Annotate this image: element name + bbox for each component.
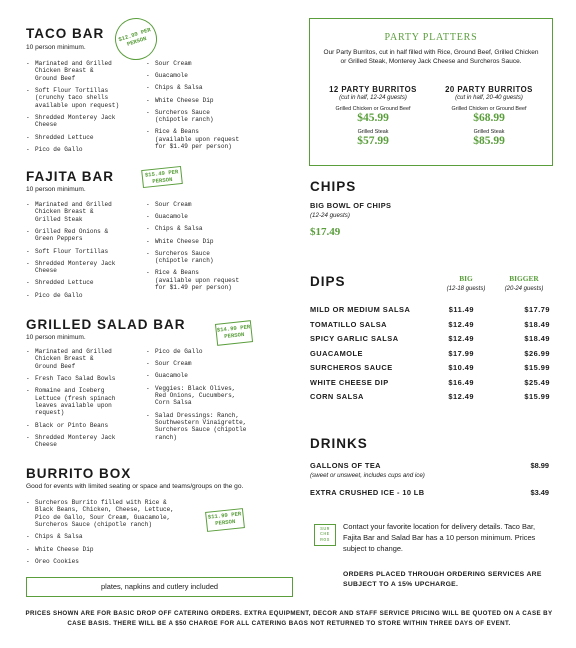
table-row — [310, 320, 550, 334]
chips-price: $17.49 — [310, 226, 341, 238]
burrito-box-description: Good for events with limited seating or space and teams/groups on the go. — [26, 483, 244, 490]
table-row — [310, 305, 550, 319]
party-option-price: $68.99 — [473, 112, 505, 124]
contact-text: Contact your favorite location for delivery details. Taco Bar, Fajita Bar and Salad Bar has a 10 person minimum. Prices subject to change. — [343, 522, 536, 554]
salad-bar-minimum: 10 person minimum. — [26, 334, 86, 341]
party-platters-description: Our Party Burritos, cut in half filled with Rice, Ground Beef, Grilled Chicken or Grilled Steak, Monterey Jack Cheese and Surcheros Sauce. — [323, 49, 539, 65]
chips-guests: (12-24 guests) — [310, 212, 350, 219]
dip-price-big: $16.49 — [448, 377, 474, 387]
dip-price-bigger: $15.99 — [524, 363, 550, 372]
dip-price-bigger: $18.49 — [524, 319, 550, 329]
list-item: - Grilled Red Onions & Green Peppers — [26, 228, 151, 243]
list-item: - Surcheros Sauce (chipotle ranch) — [146, 109, 271, 124]
table-row — [310, 334, 550, 348]
list-item: - Fresh Taco Salad Bowls — [26, 375, 151, 382]
list-item: - Rice & Beans (available upon request for $1.49 per person) — [146, 128, 271, 150]
dips-col-big-guests: (12-18 guests) — [446, 286, 486, 292]
taco-bar-price-badge: $12.99 PER PERSON — [110, 13, 163, 66]
party-option-price: $45.99 — [357, 112, 389, 124]
dip-price-bigger: $17.79 — [524, 305, 550, 314]
taco-bar-left-list — [26, 60, 151, 158]
burrito-box-list — [26, 499, 216, 570]
taco-bar-title: TACO BAR — [26, 26, 105, 41]
list-item: - Chips & Salsa — [146, 84, 271, 91]
dip-name: SURCHEROS SAUCE — [310, 363, 393, 372]
dip-price-big: $11.49 — [448, 305, 474, 314]
dip-name: SPICY GARLIC SALSA — [310, 334, 399, 343]
dips-col-big: BIG — [459, 274, 473, 283]
list-item: - Pico de Gallo — [26, 146, 151, 153]
party-platters-title: PARTY PLATTERS — [384, 32, 478, 43]
dip-name: TOMATILLO SALSA — [310, 319, 388, 329]
fajita-bar-minimum: 10 person minimum. — [26, 186, 86, 193]
included-note-box — [26, 577, 293, 597]
list-item: - Pico de Gallo — [26, 292, 151, 299]
list-item: - White Cheese Dip — [146, 97, 271, 104]
list-item: - White Cheese Dip — [26, 546, 216, 553]
salad-bar-price-badge: $14.99 PER PERSON — [215, 320, 253, 346]
burrito-box-price-badge: $11.99 PER PERSON — [205, 508, 245, 532]
party-option-name: 12 PARTY BURRITOS — [329, 85, 417, 94]
dip-price-big: $12.49 — [448, 319, 474, 329]
party-option-price: $85.99 — [473, 135, 505, 147]
salad-bar-title: GRILLED SALAD BAR — [26, 317, 186, 332]
table-row — [310, 363, 550, 377]
dip-name: CORN SALSA — [310, 392, 364, 401]
list-item: - Shredded Lettuce — [26, 134, 151, 141]
list-item: - White Cheese Dip — [146, 238, 271, 245]
list-item: - Sour Cream — [146, 60, 271, 67]
list-item: - Guacamole — [146, 213, 271, 220]
included-note: plates, napkins and cutlery included — [100, 582, 219, 591]
list-item: - Marinated and Grilled Chicken Breast & Grilled Steak — [26, 201, 151, 223]
dip-name: MILD OR MEDIUM SALSA — [310, 305, 411, 314]
dips-col-bigger-guests: (20-24 guests) — [504, 286, 544, 292]
dip-name: WHITE CHEESE DIP — [310, 377, 389, 387]
drinks-title: DRINKS — [310, 436, 368, 451]
drink-name: GALLONS OF TEA — [310, 461, 381, 470]
drink-price: $8.99 — [530, 461, 549, 470]
list-item: - Rice & Beans (available upon request for $1.49 per person) — [146, 269, 271, 291]
list-item: - Veggies: Black Olives, Red Onions, Cucumbers, Corn Salsa — [146, 385, 276, 407]
list-item: - Shredded Lettuce — [26, 279, 151, 286]
drink-name: EXTRA CRUSHED ICE - 10 LB — [310, 488, 425, 497]
salad-bar-right-list — [146, 348, 276, 446]
chips-item: BIG BOWL OF CHIPS — [310, 201, 392, 210]
list-item: - Sour Cream — [146, 201, 271, 208]
chips-title: CHIPS — [310, 179, 357, 194]
list-item: - Marinated and Grilled Chicken Breast & Ground Beef — [26, 60, 151, 82]
list-item: - Black or Pinto Beans — [26, 422, 151, 429]
taco-bar-minimum: 10 person minimum. — [26, 44, 86, 51]
party-option-12 — [316, 85, 430, 147]
surcheros-logo-icon: SUR CHE ROS — [314, 524, 336, 546]
dip-price-big: $17.99 — [448, 348, 474, 358]
fajita-bar-title: FAJITA BAR — [26, 169, 115, 184]
fajita-bar-price-badge: $15.49 PER PERSON — [141, 166, 183, 188]
dip-price-bigger: $18.49 — [524, 334, 550, 343]
dip-price-big: $10.49 — [448, 363, 474, 372]
dip-price-big: $12.49 — [448, 334, 474, 343]
drink-note: (sweet or unsweet, includes cups and ice) — [310, 472, 425, 479]
list-item: - Guacamole — [146, 72, 271, 79]
fajita-bar-right-list — [146, 201, 271, 296]
list-item: - Shredded Monterey Jack Cheese — [26, 260, 151, 275]
dip-name: GUACAMOLE — [310, 348, 363, 358]
party-option-20 — [432, 85, 546, 147]
list-item: - Chips & Salsa — [146, 225, 271, 232]
list-item: - Soft Flour Tortillas — [26, 248, 151, 255]
drink-price: $3.49 — [530, 488, 549, 497]
dips-col-bigger: BIGGER — [509, 274, 539, 283]
list-item: - Surcheros Burrito filled with Rice & Black Beans, Chicken, Cheese, Lettuce, Pico de Gallo, Sour Cream, Guacamole, Surcheros Sauce (chipotle ranch) — [26, 499, 216, 529]
table-row — [310, 349, 550, 363]
party-option-guests: (cut in half, 12-24 guests) — [339, 95, 407, 101]
party-option-price: $57.99 — [357, 135, 389, 147]
salad-bar-left-list — [26, 348, 151, 453]
dip-price-bigger: $15.99 — [524, 392, 550, 401]
party-option-name: 20 PARTY BURRITOS — [445, 85, 533, 94]
list-item: - Salad Dressings: Ranch, Southwestern Vinaigrette, Surcheros Sauce (chipotle ranch) — [146, 412, 276, 442]
dips-table — [310, 305, 550, 410]
list-item: - Sour Cream — [146, 360, 276, 367]
party-option-guests: (cut in half, 20-40 guests) — [455, 95, 523, 101]
list-item: - Marinated and Grilled Chicken Breast & Ground Beef — [26, 348, 151, 370]
list-item: - Surcheros Sauce (chipotle ranch) — [146, 250, 271, 265]
dip-price-big: $12.49 — [448, 392, 474, 401]
party-option-label: Grilled Chicken or Ground Beef — [451, 106, 527, 112]
list-item: - Oreo Cookies — [26, 558, 216, 565]
list-item: - Romaine and Iceberg Lettuce (fresh spinach leaves available upon request) — [26, 387, 151, 417]
list-item: - Chips & Salsa — [26, 533, 216, 540]
list-item: - Shredded Monterey Jack Cheese — [26, 434, 151, 449]
upcharge-text: ORDERS PLACED THROUGH ORDERING SERVICES ARE SUBJECT TO A 15% UPCHARGE. — [343, 571, 542, 589]
party-option-label: Grilled Chicken or Ground Beef — [335, 106, 411, 112]
dip-price-bigger: $25.49 — [524, 377, 550, 387]
party-option-label: Grilled Steak — [473, 129, 505, 135]
list-item: - Pico de Gallo — [146, 348, 276, 355]
table-row — [310, 378, 550, 392]
taco-bar-right-list — [146, 60, 271, 155]
burrito-box-title: BURRITO BOX — [26, 466, 132, 481]
list-item: - Shredded Monterey Jack Cheese — [26, 114, 151, 129]
fajita-bar-left-list — [26, 201, 151, 304]
dips-title: DIPS — [310, 274, 346, 289]
party-option-label: Grilled Steak — [357, 129, 389, 135]
footer-disclaimer: PRICES SHOWN ARE FOR BASIC DROP OFF CATERING ORDERS. EXTRA EQUIPMENT, DECOR AND STAFF SERVICE PRICING WILL BE QUOTED ON A CASE BY CASE BASIS. THERE WILL BE A $50 CHARGE FOR ALL CATERING BAGS NOT RETURNED TO STORE WITHIN THREE DAYS OF EVENT. — [25, 610, 553, 627]
dip-price-bigger: $26.99 — [524, 348, 550, 358]
list-item: - Soft Flour Tortillas (crunchy taco shells available upon request) — [26, 87, 151, 109]
party-platters-box — [309, 18, 553, 166]
table-row — [310, 392, 550, 406]
list-item: - Guacamole — [146, 372, 276, 379]
